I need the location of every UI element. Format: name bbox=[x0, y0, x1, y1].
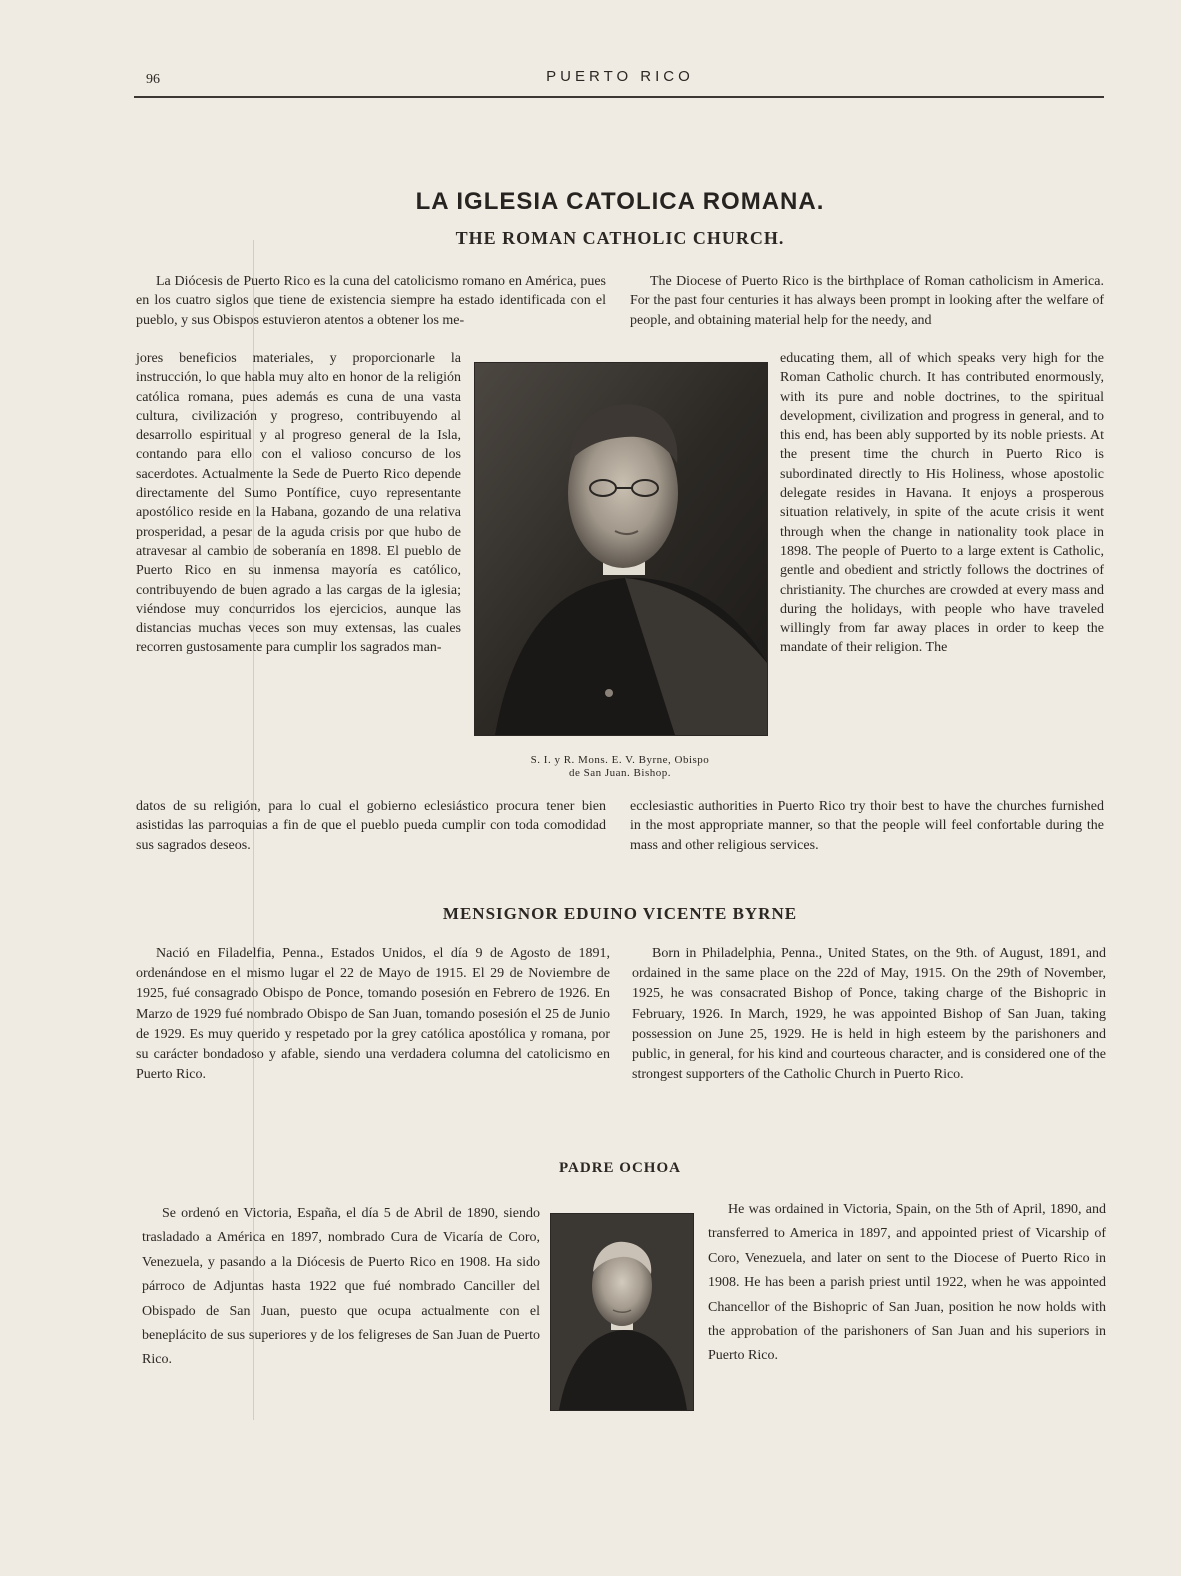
article2-title: MENSIGNOR EDUINO VICENTE BYRNE bbox=[442, 904, 798, 923]
article1-en-wrap: educating them, all of which speaks very high for the Roman Catholic church. It has contributed enormously, with its pure and noble doctrines, to the spiritual development, civilization and progress in general, and to this end, has been ably supported by its noble priests. At the present time the church in Puerto Rico is subordinated directly to His Holiness, whose apostolic delegate resides in Havana. It enjoys a prosperous situation relatively, in spite of the acute crisis it went through when the change in nationality took place in 1898. The people of Puerto to a large extent is Catholic, gentle and obedient and strictly follows the doctrines of christianity. The churches are crowded at every mass and during the holidays, with people who have traveled willingly from far away places in order to keep the mandate of their religion. The bbox=[780, 351, 1104, 656]
article3-es: Se ordenó en Victoria, España, el día 5 de Abril de 1890, siendo trasladado a América en 1897, nombrado Cura de Vicaría de Coro, Venezuela, y pasando a la Diócesis de Puerto Rico en 1908. Ha sido párroco de Adjuntas hasta 1922 que fué nombrado Canciller del Obispado de San Juan, puesto que ocupa actualmente con el beneplácito de sus superiores y de los feligreses de San Juan de Puerto Rico. bbox=[142, 1206, 540, 1368]
bishop-portrait-image bbox=[475, 363, 767, 735]
article-title-spanish: LA IGLESIA CATOLICA ROMANA. bbox=[415, 188, 825, 215]
bishop-portrait-photo bbox=[474, 362, 768, 736]
bishop-photo-caption bbox=[470, 754, 770, 780]
article-title-english: THE ROMAN CATHOLIC CHURCH. bbox=[455, 228, 785, 248]
article1-es-bottom: datos de su religión, para lo cual el gobierno eclesiástico procura tener bien asistidas las parroquias a fin de que el pueblo pueda cumplir con toda comodidad sus sagrados deseos. bbox=[136, 799, 606, 853]
padre-ochoa-portrait-photo bbox=[550, 1213, 694, 1411]
article2-en: Born in Philadelphia, Penna., United States, on the 9th. of August, 1891, and ordained in the same place on the 22d of May, 1915. On the 29th of November, 1925, he was consacrated Bishop of Ponce, taking charge of the Bishopric in February, 1926. In March, 1929, he was appointed Bishop of San Juan, taking possession on June 25, 1929. He is held in high esteem by the parishoners and public, in general, for his kind and courteous character, and is considered one of the strongest supporters of the Catholic Church in Puerto Rico. bbox=[632, 946, 1106, 1083]
article1-en-bottom: ecclesiastic authorities in Puerto Rico try thoir best to have the churches furnished in the most appropriate manner, so that the people will feel confortable during the mass and other religious services. bbox=[630, 799, 1104, 853]
article1-en-top: The Diocese of Puerto Rico is the birthplace of Roman catholicism in America. For the past four centuries it has always been prompt in looking after the welfare of people, and obtaining material help for the needy, and bbox=[630, 274, 1104, 328]
caption-line-1: S. I. y R. Mons. E. V. Byrne, Obispo bbox=[530, 754, 710, 766]
caption-line-2: de San Juan. Bishop. bbox=[569, 767, 671, 779]
article1-es-top: La Diócesis de Puerto Rico es la cuna del catolicismo romano en América, pues en los cuatro siglos que tiene de existencia siempre ha estado identificada con el pueblo, y sus Obispos estuvieron atentos a obtener los me- bbox=[136, 274, 606, 328]
article3-title: PADRE OCHOA bbox=[559, 1160, 681, 1176]
article3-en: He was ordained in Victoria, Spain, on the 5th of April, 1890, and transferred to America in 1897, and appointed priest of Vicarship of Coro, Venezuela, and later on sent to the Diocese of Puerto Rico in 1908. He has been a parish priest until 1922, when he was appointed Chancellor of the Bishopric of San Juan, position he now holds with the approbation of the parishoners of San Juan and his superiors in Puerto Rico. bbox=[708, 1202, 1106, 1364]
article2-es: Nació en Filadelfia, Penna., Estados Unidos, el día 9 de Agosto de 1891, ordenándose en el mismo lugar el 22 de Mayo de 1915. El 29 de Noviembre de 1925, fué consagrado Obispo de Ponce, tomando posesión en Febrero de 1926. En Marzo de 1929 fué nombrado Obispo de San Juan, tomando posesión el 25 de Junio de 1929. Es muy querido y respetado por la grey católica apostólica y romana, por su carácter bondadoso y afable, siendo una verdadera columna del catolicismo en Puerto Rico. bbox=[136, 946, 610, 1083]
page-number: 96 bbox=[146, 72, 160, 87]
padre-ochoa-portrait-image bbox=[551, 1214, 693, 1410]
article1-es-wrap: jores beneficios materiales, y proporcionarle la instrucción, lo que habla muy alto en honor de la religión católica romana, pues además es cuna de una vasta cultura, civilización y progreso, contribuyendo al desarrollo espiritual y al progreso general de la Isla, contando para ello con el valioso concurso de los sacerdotes. Actualmente la Sede de Puerto Rico depende directamente del Sumo Pontífice, cuyo representante apostólico reside en la Habana, gozando de una relativa prosperidad, a pesar de la aguda crisis por que hubo de atravesar al cambio de soberanía en 1898. El pueblo de Puerto Rico en su inmensa mayoría es católico, contribuyendo de buen agrado a las cargas de la iglesia; viéndose muy concurridos los ejercicios, aunque las distancias muchas veces son muy extensas, las cuales recorren gustosamente para cumplir los sagrados man- bbox=[136, 351, 461, 656]
running-title: PUERTO RICO bbox=[546, 68, 694, 85]
header-rule bbox=[134, 96, 1104, 98]
